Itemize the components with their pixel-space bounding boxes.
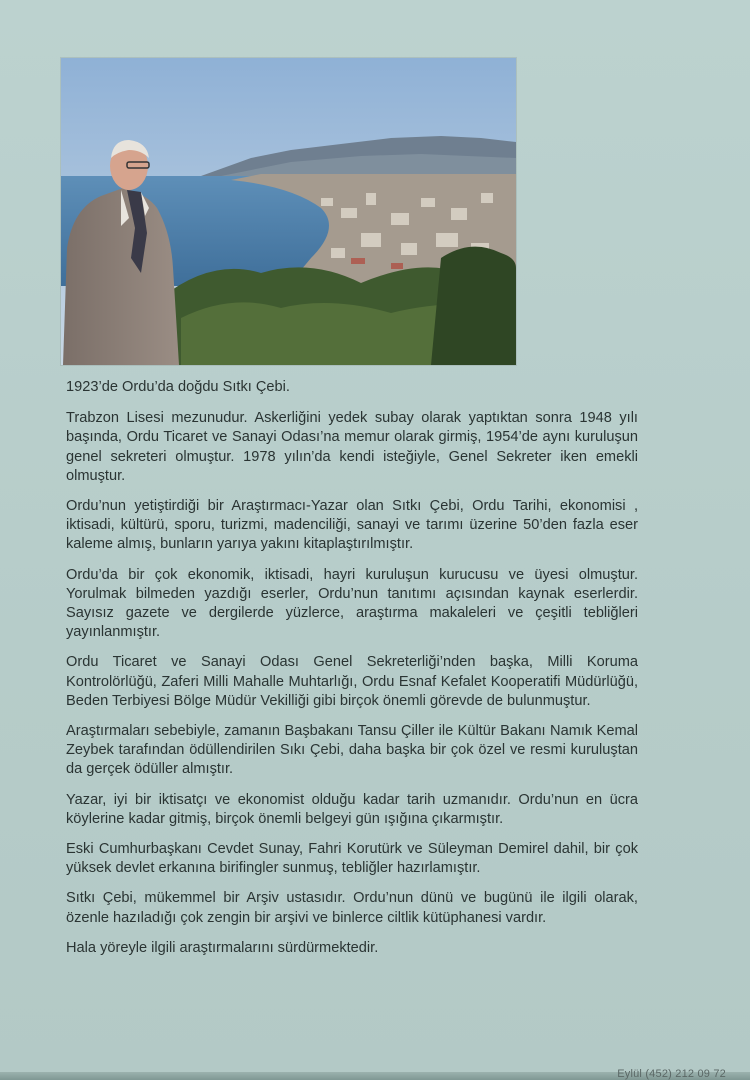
biography-paragraph: Hala yöreyle ilgili araştırmalarını sürdürmektedir. [66, 939, 379, 956]
biography-paragraph: Araştırmaları sebebiyle, zamanın Başbakanı Tansu Çiller ile Kültür Bakanı Namık Kemal Zeybek tarafından ödüllendirilen Sıkı Çebi, daha başka bir çok özel ve resmi kuruluştan da gerçek ödüller almıştır. [66, 723, 638, 778]
portrait-over-coastal-city-photo [61, 58, 516, 365]
biography-paragraph: Ordu Ticaret ve Sanayi Odası Genel Sekreterliği’nden başka, Milli Koruma Kontrolörlüğü, Zaferi Milli Mahalle Muhtarlığı, Ordu Esnaf Kefalet Kooperatifi Müdürlüğü, Beden Terbiyesi Bölge Müdür Vekilliği gibi birçok önemli görevde de bulunmuştur. [66, 654, 638, 709]
biography-paragraph: Sıtkı Çebi, mükemmel bir Arşiv ustasıdır. Ordu’nun dünü ve bugünü ile ilgili olarak, özenle hazıladığı çok zengin bir arşivi ve binlerce ciltlik kütüphanesi vardır. [66, 890, 638, 926]
biography-text [66, 378, 638, 969]
biography-paragraph: Eski Cumhurbaşkanı Cevdet Sunay, Fahri Korutürk ve Süleyman Demirel dahil, bir çok yüksek devlet erkanına birifingler sunmuş, tebliğler hazırlamıştır. [66, 841, 638, 877]
biography-paragraph: Trabzon Lisesi mezunudur. Askerliğini yedek subay olarak yaptıktan sonra 1948 yılı başında, Ordu Ticaret ve Sanayi Odası’na memur olarak girmiş, 1954’de aynı kuruluşun genel sekreteri olmuştur. 1978 yılın’da kendi isteğiyle, Genel Sekreter iken emekli olmuştur. [66, 410, 638, 484]
printer-phone-label: Eylül (452) 212 09 72 [617, 1068, 726, 1080]
author-photo [61, 58, 516, 365]
biography-paragraph: Yazar, iyi bir iktisatçı ve ekonomist olduğu kadar tarih uzmanıdır. Ordu’nun en ücra köylerine kadar gitmiş, birçok önemli belgeyi gün ışığına çıkarmıştır. [66, 791, 638, 827]
biography-paragraph: Ordu’da bir çok ekonomik, iktisadi, hayri kuruluşun kurucusu ve üyesi olmuştur. Yorulmak bilmeden yazdığı eserler, Ordu’nun tanıtımı açısından kaynak eserlerdir. Sayısız gazete ve dergilerde yüzlerce, araştırma makaleleri ve çeşitli tebliğleri yayınlanmıştır. [66, 566, 638, 641]
biography-paragraph: Ordu’nun yetiştirdiği bir Araştırmacı-Yazar olan Sıtkı Çebi, Ordu Tarihi, ekonomisi , iktisadi, kültürü, sporu, turizmi, madenciliği, sanayi ve tarımı üzerine 50’den fazla eser kaleme almış, bunların yarıya yakını kitaplaştırılmıştır. [66, 498, 638, 553]
biography-paragraph: 1923’de Ordu’da doğdu Sıtkı Çebi. [66, 379, 290, 395]
